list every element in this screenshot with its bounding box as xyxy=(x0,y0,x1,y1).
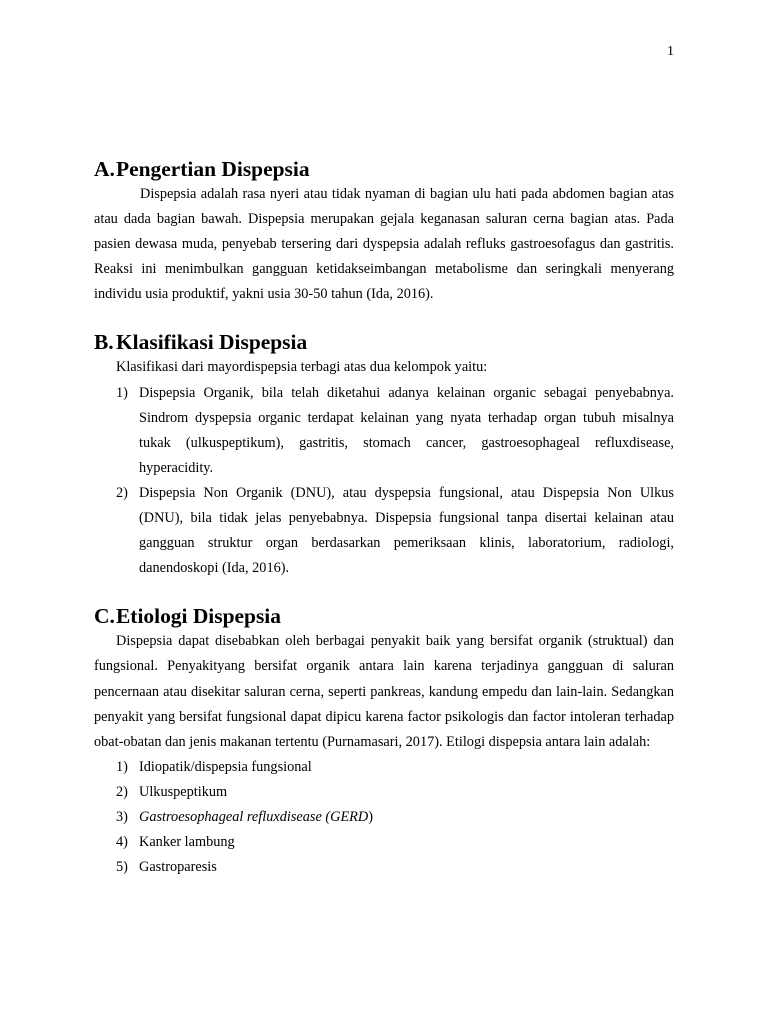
list-item xyxy=(116,855,674,880)
list-number: 1) xyxy=(116,384,128,401)
section-klasifikasi xyxy=(94,330,674,581)
section-heading xyxy=(94,604,674,629)
section-title: Klasifikasi Dispepsia xyxy=(116,330,308,355)
list-item xyxy=(116,481,674,581)
list-item xyxy=(116,381,674,481)
list-text xyxy=(139,805,674,830)
list-text: Gastroparesis xyxy=(139,859,217,876)
list-number: 1) xyxy=(116,758,128,775)
section-letter: B. xyxy=(94,330,114,355)
list-number: 4) xyxy=(116,834,128,851)
list-item xyxy=(116,780,674,805)
section-etiologi xyxy=(94,604,674,880)
section-heading xyxy=(94,330,674,355)
list-number: 5) xyxy=(116,859,128,876)
section-paragraph: Dispepsia dapat disebabkan oleh berbagai penyakit baik yang bersifat organik (struktual) dan fungsional. Penyakityang bersifat organik antara lain karena terjadinya gangguan di saluran pencernaan atau disekitar saluran cerna, seperti pankreas, kandung empedu dan lain-lain. Sedangkan penyakit yang bersifat fungsional dapat dipicu karena factor psikologis dan factor intoleran terhadap obat-obatan dan jenis makanan tertentu (Purnamasari, 2017). Etilogi dispepsia antara lain adalah: xyxy=(94,633,674,750)
section-heading xyxy=(94,157,674,182)
section-paragraph: Dispepsia adalah rasa nyeri atau tidak nyaman di bagian ulu hati pada abdomen bagian atas atau dada bagian bawah. Dispepsia merupakan gejala keganasan saluran cerna bagian atas. Pada pasien dewasa muda, penyebab tersering dari dyspepsia adalah refluks gastroesofagus dan gastritis. Reaksi ini menimbulkan gangguan ketidakseimbangan metabolisme dan seringkali menyerang individu usia produktif, yakni usia 30-50 tahun (Ida, 2016). xyxy=(94,186,674,303)
list-text: Ulkuspeptikum xyxy=(139,783,228,800)
document-body xyxy=(94,157,674,880)
list-item xyxy=(116,805,674,830)
section-title: Etiologi Dispepsia xyxy=(116,604,281,629)
section-letter: A. xyxy=(94,157,115,181)
list-text-suffix: ) xyxy=(368,808,374,825)
page-number: 1 xyxy=(667,44,674,59)
classification-list xyxy=(94,381,674,582)
list-number: 2) xyxy=(116,783,128,800)
list-text: Dispepsia Organik, bila telah diketahui adanya kelainan organic sebagai penyebabnya. Sindrom dyspepsia organic terdapat kelainan yang nyata terhadap organ tubuh misalnya tukak (ulkuspeptikum), gastritis, stomach cancer, gastroesophageal refluxdisease, hyperacidity. xyxy=(139,384,674,476)
section-paragraph: Klasifikasi dari mayordispepsia terbagi atas dua kelompok yaitu: xyxy=(116,359,488,376)
section-pengertian xyxy=(94,157,674,307)
list-text: Kanker lambung xyxy=(139,834,235,851)
section-letter: C. xyxy=(94,604,115,629)
list-number: 2) xyxy=(116,484,128,501)
list-text-italic: Gastroesophageal refluxdisease (GERD xyxy=(139,808,369,825)
list-item xyxy=(116,830,674,855)
list-number: 3) xyxy=(116,808,128,825)
section-title: Pengertian Dispepsia xyxy=(116,157,310,181)
etiology-list xyxy=(94,755,674,880)
list-item xyxy=(116,755,674,780)
list-text: Dispepsia Non Organik (DNU), atau dyspepsia fungsional, atau Dispepsia Non Ulkus (DNU), bila tidak jelas penyebabnya. Dispepsia fungsional tanpa disertai kelainan atau gangguan struktur organ berdasarkan pemeriksaan klinis, laboratorium, radiologi, danendoskopi (Ida, 2016). xyxy=(139,484,674,577)
list-text: Idiopatik/dispepsia fungsional xyxy=(139,758,312,775)
